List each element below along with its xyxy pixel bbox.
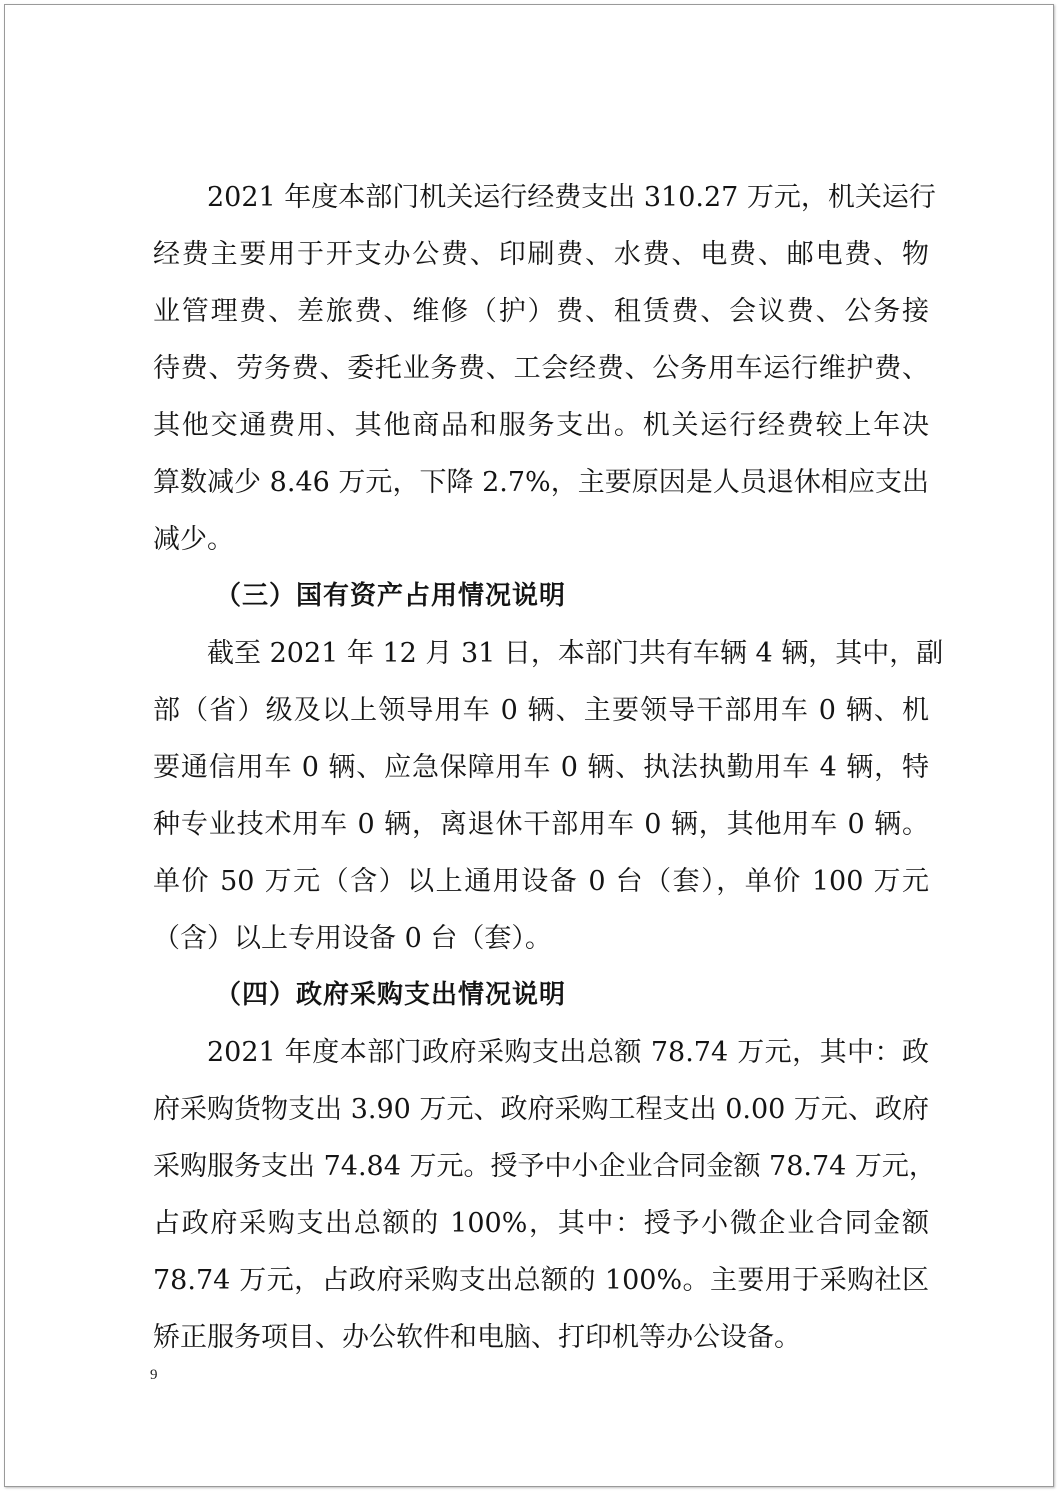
paragraph-line: 部（省）级及以上领导用车 0 辆、主要领导干部用车 0 辆、机	[153, 695, 929, 726]
paragraph-line: 种专业技术用车 0 辆，离退休干部用车 0 辆，其他用车 0 辆。	[153, 809, 929, 840]
paragraph-line: 矫正服务项目、办公软件和电脑、打印机等办公设备。	[153, 1322, 801, 1353]
paragraph-line: 采购服务支出 74.84 万元。授予中小企业合同金额 78.74 万元，	[153, 1151, 936, 1182]
paragraph-line: 要通信用车 0 辆、应急保障用车 0 辆、执法执勤用车 4 辆，特	[153, 752, 929, 783]
section-heading: （三）国有资产占用情况说明	[215, 581, 567, 611]
paragraph-line: 算数减少 8.46 万元，下降 2.7%，主要原因是人员退休相应支出	[153, 467, 929, 498]
section-heading: （四）政府采购支出情况说明	[215, 980, 567, 1010]
paragraph-line: 业管理费、差旅费、维修（护）费、租赁费、会议费、公务接	[153, 296, 929, 327]
paragraph-line: 待费、劳务费、委托业务费、工会经费、公务用车运行维护费、	[153, 353, 929, 384]
paragraph-line: 2021 年度本部门政府采购支出总额 78.74 万元，其中：政	[207, 1037, 929, 1068]
document-page	[4, 4, 1054, 1487]
paragraph-line: 减少。	[153, 524, 234, 555]
paragraph-line: 截至 2021 年 12 月 31 日，本部门共有车辆 4 辆，其中，副	[207, 638, 944, 669]
page-number: 9	[150, 1367, 158, 1383]
document-body	[153, 169, 944, 1366]
paragraph-line: 府采购货物支出 3.90 万元、政府采购工程支出 0.00 万元、政府	[153, 1094, 929, 1125]
paragraph-line: （含）以上专用设备 0 台（套）。	[153, 923, 552, 954]
paragraph-line: 78.74 万元，占政府采购支出总额的 100%。主要用于采购社区	[153, 1265, 929, 1296]
paragraph-line: 2021 年度本部门机关运行经费支出 310.27 万元，机关运行	[207, 182, 936, 213]
paragraph-line: 占政府采购支出总额的 100%，其中：授予小微企业合同金额	[153, 1208, 929, 1239]
paragraph-line: 经费主要用于开支办公费、印刷费、水费、电费、邮电费、物	[153, 239, 929, 270]
paragraph-line: 其他交通费用、其他商品和服务支出。机关运行经费较上年决	[153, 410, 929, 441]
paragraph-line: 单价 50 万元（含）以上通用设备 0 台（套），单价 100 万元	[153, 866, 929, 897]
